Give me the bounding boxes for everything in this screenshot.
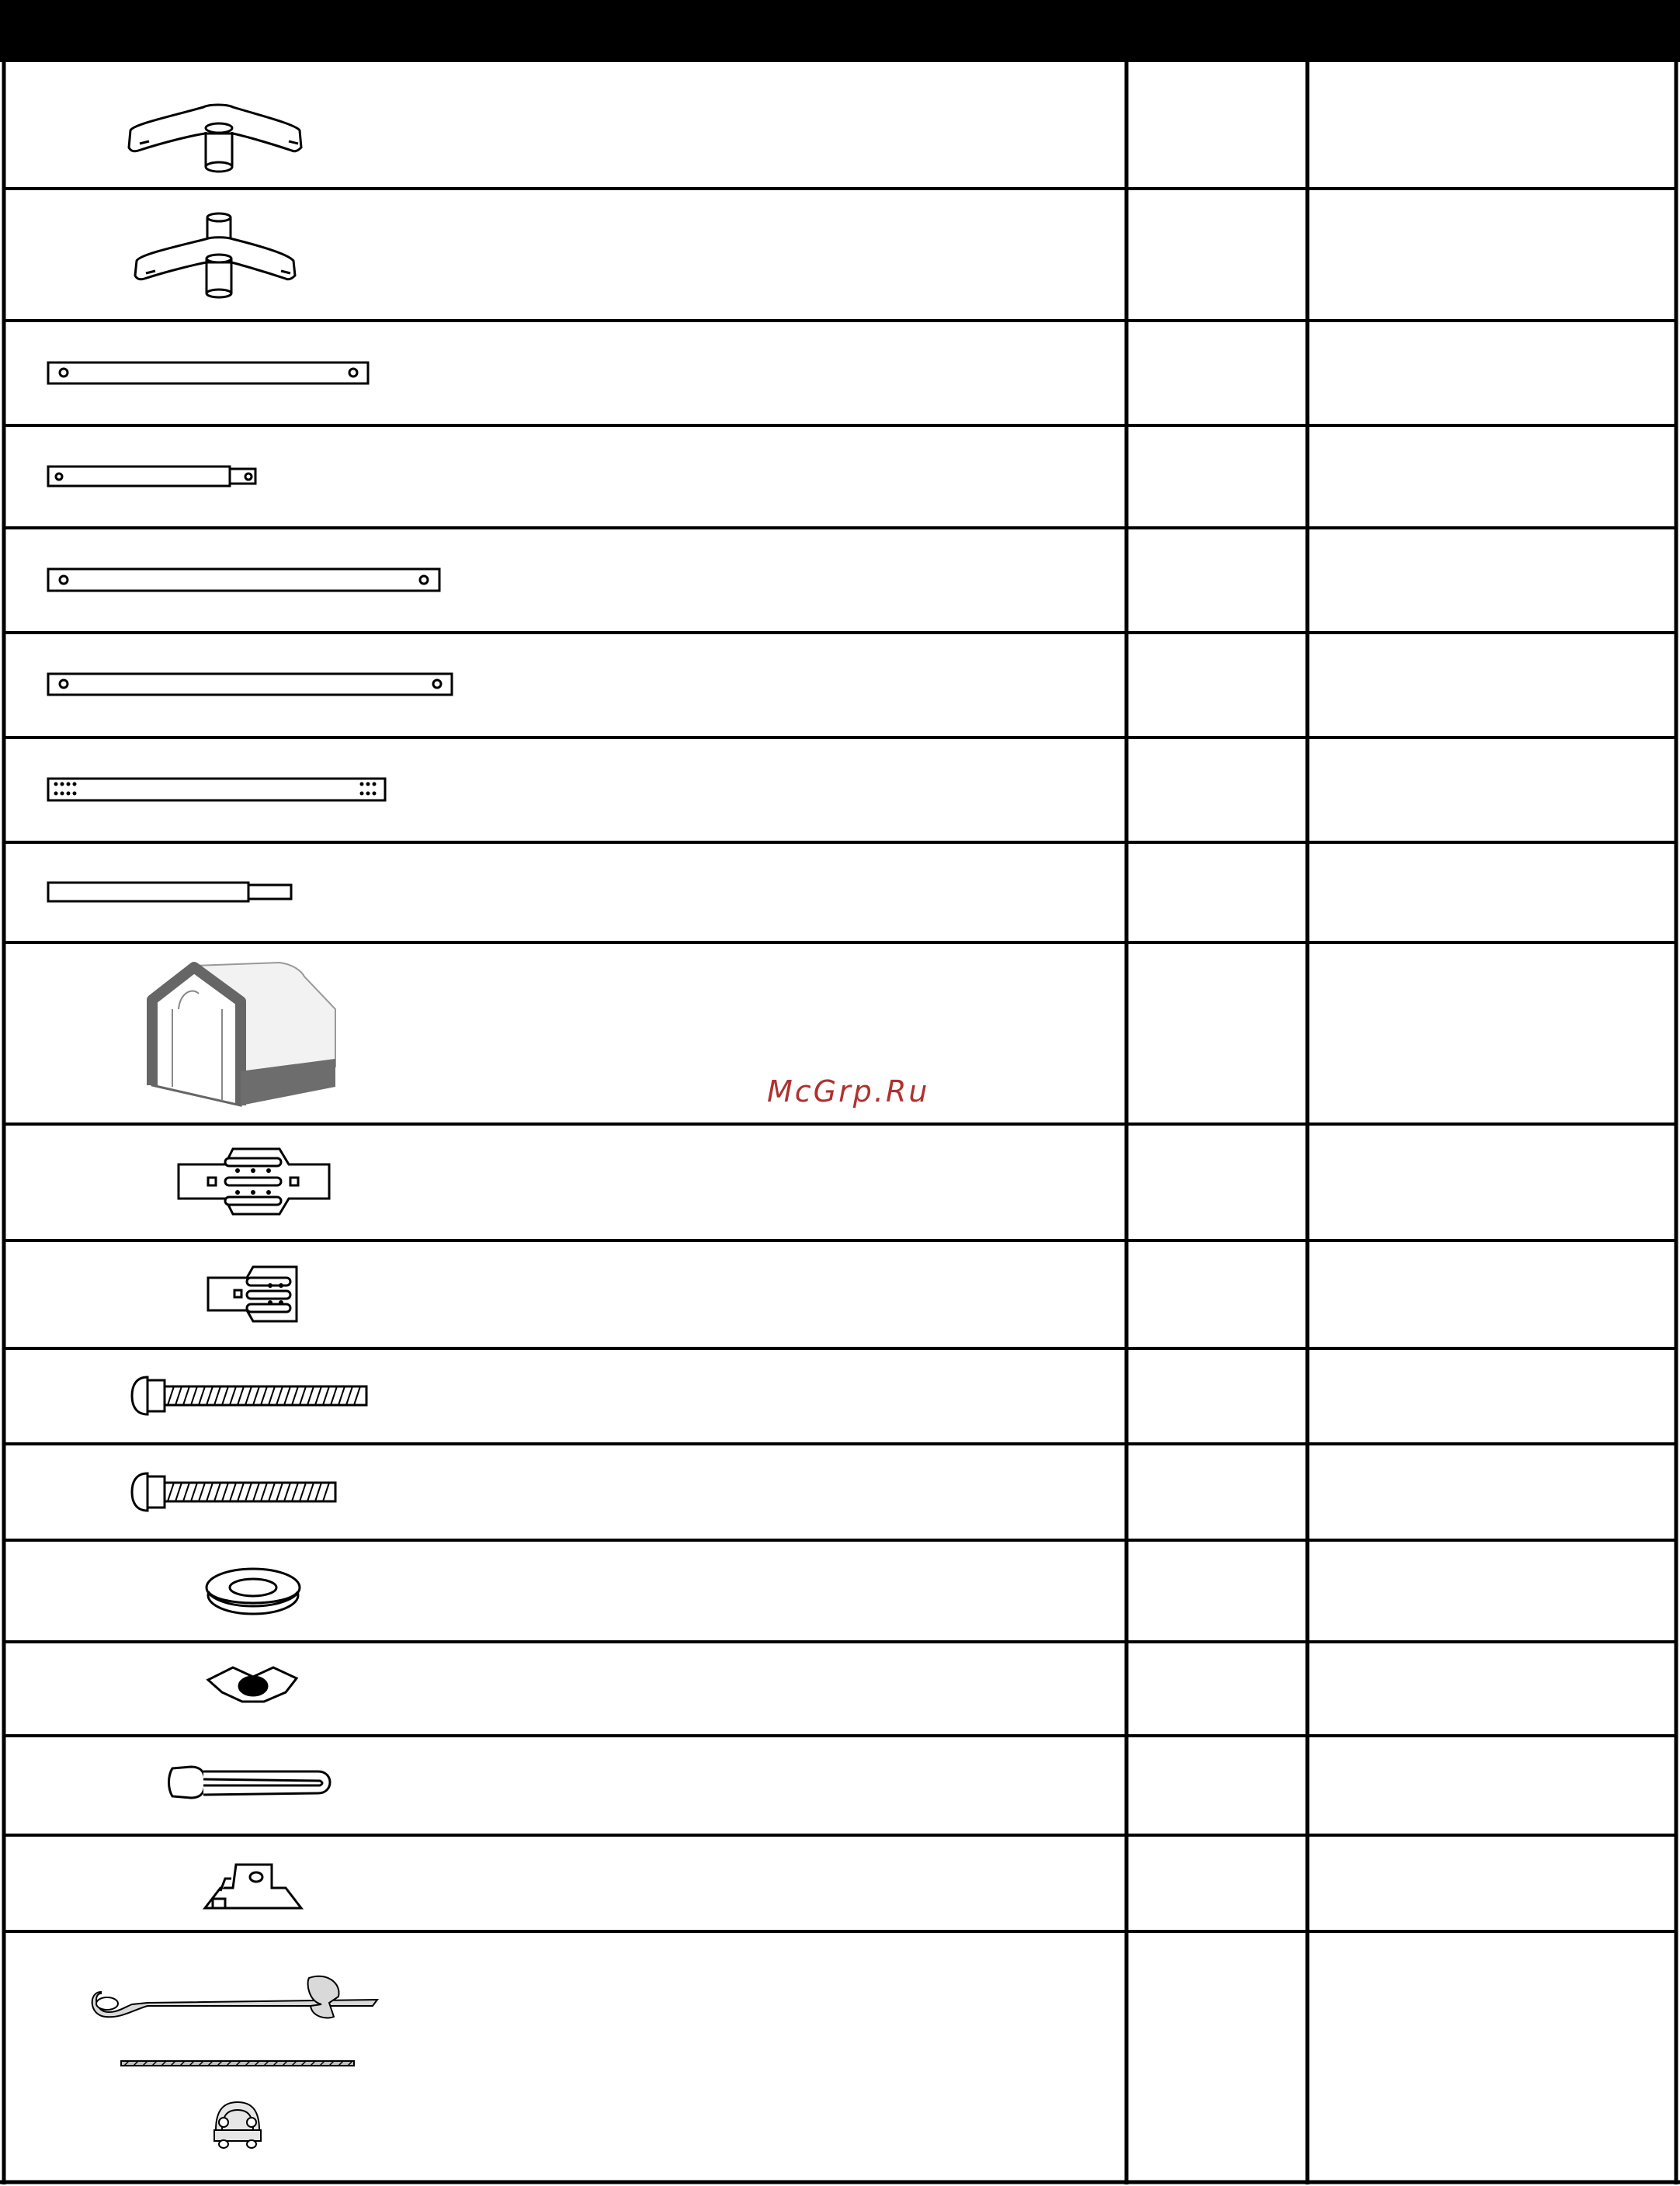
- short-bolt-icon: [132, 1473, 335, 1511]
- washer-icon: [207, 1569, 300, 1614]
- shelter-cover-icon: [152, 963, 335, 1105]
- single-connector-plate-icon: [208, 1267, 297, 1321]
- wing-nut-icon: [208, 1667, 297, 1702]
- long-bolt-icon: [132, 1377, 366, 1414]
- cotter-pin-icon: [169, 1767, 331, 1798]
- t-fitting-down-icon: [129, 105, 301, 172]
- watermark: McGrp.Ru: [767, 1074, 930, 1109]
- foot-plate-icon: [205, 1865, 301, 1908]
- short-swaged-tube-icon: [48, 467, 255, 486]
- long-straight-tube-icon: [48, 674, 452, 695]
- swaged-tube-icon: [48, 883, 291, 901]
- perforated-bar-icon: [48, 779, 385, 800]
- cross-fitting-icon: [135, 213, 295, 297]
- straight-tube-icon: [48, 363, 368, 383]
- straight-tube-icon: [48, 569, 439, 591]
- double-connector-plate-icon: [179, 1149, 329, 1214]
- anchor-kit-icon: [92, 1976, 377, 2148]
